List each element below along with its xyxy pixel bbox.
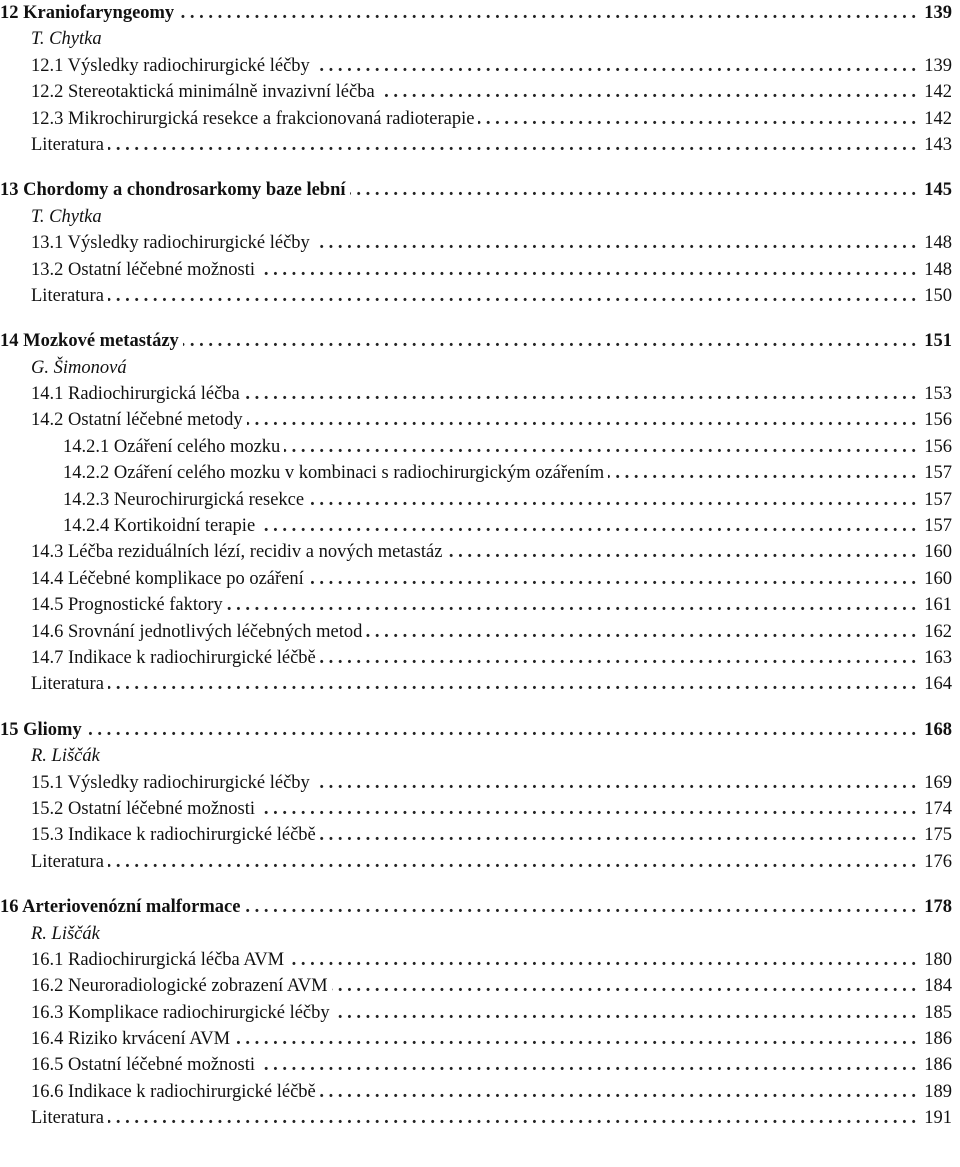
page-number: 148: [924, 259, 952, 280]
toc-entry[interactable]: [31, 434, 952, 460]
page-number: 186: [924, 1029, 952, 1050]
chapter-13: [0, 177, 952, 309]
entry-label: 12.2 Stereotaktická minimálně invazivní léčba: [31, 82, 375, 103]
page-number: 191: [924, 1108, 952, 1129]
dot-leader: [108, 1105, 916, 1131]
toc-entry[interactable]: [31, 1079, 952, 1105]
page-number: 139: [924, 3, 952, 23]
chapter-author: [31, 921, 952, 947]
chapter-12: [0, 0, 952, 158]
toc-entry[interactable]: [31, 257, 952, 283]
chapter-heading[interactable]: [0, 328, 952, 354]
dot-leader: [366, 619, 916, 645]
toc-entry[interactable]: [31, 770, 952, 796]
dot-leader: [320, 822, 916, 848]
dot-leader: [244, 381, 916, 407]
entry-label: 16.3 Komplikace radiochirurgické léčby: [31, 1002, 330, 1023]
page-number: 175: [924, 825, 952, 846]
entry-label: 16.2 Neuroradiologické zobrazení AVM: [31, 976, 328, 997]
toc-entry[interactable]: [31, 566, 952, 592]
entry-label: Literatura: [31, 674, 104, 695]
toc-entry[interactable]: [31, 539, 952, 565]
chapter-title: 12 Kraniofaryngeomy: [0, 3, 175, 23]
page-number: 143: [924, 134, 952, 155]
dot-leader: [183, 328, 916, 354]
toc-entry[interactable]: [31, 460, 952, 486]
page-number: 178: [924, 897, 952, 918]
entry-label: 12.3 Mikrochirurgická resekce a frakcionovaná radioterapie: [31, 108, 475, 129]
toc-entry[interactable]: [31, 592, 952, 618]
toc-entry[interactable]: [31, 53, 952, 79]
dot-leader: [332, 973, 916, 999]
chapter-title: 14 Mozkové metastázy: [0, 331, 179, 352]
page-number: 148: [924, 233, 952, 254]
chapter-title: 16 Arteriovenózní malformace: [0, 897, 241, 918]
author-name: T. Chytka: [31, 206, 102, 227]
dot-leader: [108, 671, 916, 697]
page-number: 161: [924, 595, 952, 616]
toc-entry[interactable]: [31, 407, 952, 433]
entry-label: Literatura: [31, 851, 104, 872]
entry-label: 13.2 Ostatní léčebné možnosti: [31, 259, 256, 280]
author-name: T. Chytka: [31, 29, 102, 50]
toc-entry[interactable]: [31, 849, 952, 875]
chapter-author: [31, 743, 952, 769]
entry-label: 14.2.1 Ozáření celého mozku: [63, 436, 281, 457]
author-name: G. Šimonová: [31, 357, 127, 378]
dot-leader: [314, 53, 916, 79]
dot-leader: [320, 1079, 916, 1105]
author-name: R. Liščák: [31, 923, 100, 944]
chapter-16: [0, 894, 952, 1132]
chapter-heading[interactable]: [0, 717, 952, 743]
page-number: 185: [924, 1002, 952, 1023]
dot-leader: [244, 894, 916, 920]
page-number: 180: [924, 949, 952, 970]
toc-entry[interactable]: [31, 230, 952, 256]
toc-entry[interactable]: [31, 619, 952, 645]
dot-leader: [379, 79, 916, 105]
entry-label: 16.1 Radiochirurgická léčba AVM: [31, 949, 285, 970]
dot-leader: [108, 283, 916, 309]
dot-leader: [320, 645, 916, 671]
dot-leader: [259, 257, 916, 283]
entry-label: 15.2 Ostatní léčebné možnosti: [31, 798, 256, 819]
dot-leader: [446, 539, 916, 565]
toc-entry[interactable]: [31, 796, 952, 822]
page-number: 184: [924, 976, 952, 997]
chapter-title: 13 Chordomy a chondrosarkomy baze lební: [0, 180, 346, 201]
toc-entry[interactable]: [31, 381, 952, 407]
entry-label: 12.1 Výsledky radiochirurgické léčby: [31, 55, 310, 76]
entry-label: 14.1 Radiochirurgická léčba: [31, 384, 240, 405]
dot-leader: [234, 1026, 916, 1052]
page-number: 139: [924, 55, 952, 76]
dot-leader: [178, 0, 916, 26]
page-number: 186: [924, 1055, 952, 1076]
entry-label: 14.2.3 Neurochirurgická resekce: [63, 489, 305, 510]
entry-label: 14.4 Léčebné komplikace po ozáření: [31, 568, 304, 589]
dot-leader: [259, 1052, 916, 1078]
entry-label: 16.4 Riziko krvácení AVM: [31, 1029, 231, 1050]
page-number: 157: [924, 489, 952, 510]
chapter-author: [31, 26, 952, 52]
entry-label: 15.1 Výsledky radiochirurgické léčby: [31, 772, 310, 793]
page-number: 160: [924, 568, 952, 589]
entry-label: Literatura: [31, 1108, 104, 1129]
page-number: 157: [924, 516, 952, 537]
dot-leader: [259, 513, 916, 539]
page-number: 176: [924, 851, 952, 872]
toc-entry[interactable]: [31, 1000, 952, 1026]
page-number: 142: [924, 108, 952, 129]
entry-label: 14.5 Prognostické faktory: [31, 595, 223, 616]
entry-label: 14.2 Ostatní léčebné metody: [31, 410, 243, 431]
toc-entry[interactable]: [31, 973, 952, 999]
page-number: 160: [924, 542, 952, 563]
dot-leader: [350, 177, 916, 203]
page-number: 153: [924, 384, 952, 405]
dot-leader: [314, 230, 916, 256]
page-number: 151: [924, 331, 952, 352]
entry-label: 14.7 Indikace k radiochirurgické léčbě: [31, 647, 316, 668]
dot-leader: [247, 407, 916, 433]
toc-entry[interactable]: [31, 671, 952, 697]
chapter-heading[interactable]: [0, 894, 952, 920]
toc-entry[interactable]: [31, 1052, 952, 1078]
entry-label: 14.2.2 Ozáření celého mozku v kombinaci s radiochirurgickým ozářením: [63, 463, 605, 484]
toc-entry[interactable]: [31, 487, 952, 513]
chapter-author: [31, 204, 952, 230]
toc-entry[interactable]: [31, 947, 952, 973]
toc-entry[interactable]: [31, 1026, 952, 1052]
chapter-heading[interactable]: [0, 0, 952, 26]
dot-leader: [108, 132, 916, 158]
page-number: 157: [924, 463, 952, 484]
chapter-author: [31, 355, 952, 381]
page-number: 164: [924, 674, 952, 695]
chapter-title: 15 Gliomy: [0, 719, 82, 740]
entry-label: 16.6 Indikace k radiochirurgické léčbě: [31, 1081, 316, 1102]
dot-leader: [478, 106, 916, 132]
entry-label: Literatura: [31, 134, 104, 155]
dot-leader: [227, 592, 916, 618]
toc-entry[interactable]: [31, 106, 952, 132]
entry-label: 14.3 Léčba reziduálních lézí, recidiv a nových metastáz: [31, 542, 443, 563]
page-number: 174: [924, 798, 952, 819]
dot-leader: [108, 849, 916, 875]
page-number: 189: [924, 1081, 952, 1102]
toc-entry[interactable]: [31, 79, 952, 105]
toc-entry[interactable]: [31, 132, 952, 158]
toc-entry[interactable]: [31, 1105, 952, 1131]
page-number: 150: [924, 285, 952, 306]
entry-label: 13.1 Výsledky radiochirurgické léčby: [31, 233, 310, 254]
dot-leader: [284, 434, 916, 460]
chapter-heading[interactable]: [0, 177, 952, 203]
page-number: 163: [924, 647, 952, 668]
page-number: 168: [924, 719, 952, 740]
author-name: R. Liščák: [31, 746, 100, 767]
entry-label: Literatura: [31, 285, 104, 306]
entry-label: 14.2.4 Kortikoidní terapie: [63, 516, 256, 537]
dot-leader: [608, 460, 916, 486]
page-number: 142: [924, 82, 952, 103]
toc-entry[interactable]: [31, 283, 952, 309]
page-number: 156: [924, 410, 952, 431]
toc-entry[interactable]: [31, 822, 952, 848]
page-number: 145: [924, 180, 952, 201]
dot-leader: [334, 1000, 916, 1026]
dot-leader: [314, 770, 916, 796]
dot-leader: [86, 717, 916, 743]
chapter-14: [0, 328, 952, 697]
page-number: 169: [924, 772, 952, 793]
dot-leader: [259, 796, 916, 822]
dot-leader: [308, 566, 916, 592]
toc-entry[interactable]: [31, 513, 952, 539]
dot-leader: [288, 947, 916, 973]
page-number: 162: [924, 621, 952, 642]
dot-leader: [308, 487, 916, 513]
chapter-15: [0, 717, 952, 875]
entry-label: 14.6 Srovnání jednotlivých léčebných metod: [31, 621, 363, 642]
toc-entry[interactable]: [31, 645, 952, 671]
entry-label: 16.5 Ostatní léčebné možnosti: [31, 1055, 256, 1076]
page-number: 156: [924, 436, 952, 457]
entry-label: 15.3 Indikace k radiochirurgické léčbě: [31, 825, 316, 846]
